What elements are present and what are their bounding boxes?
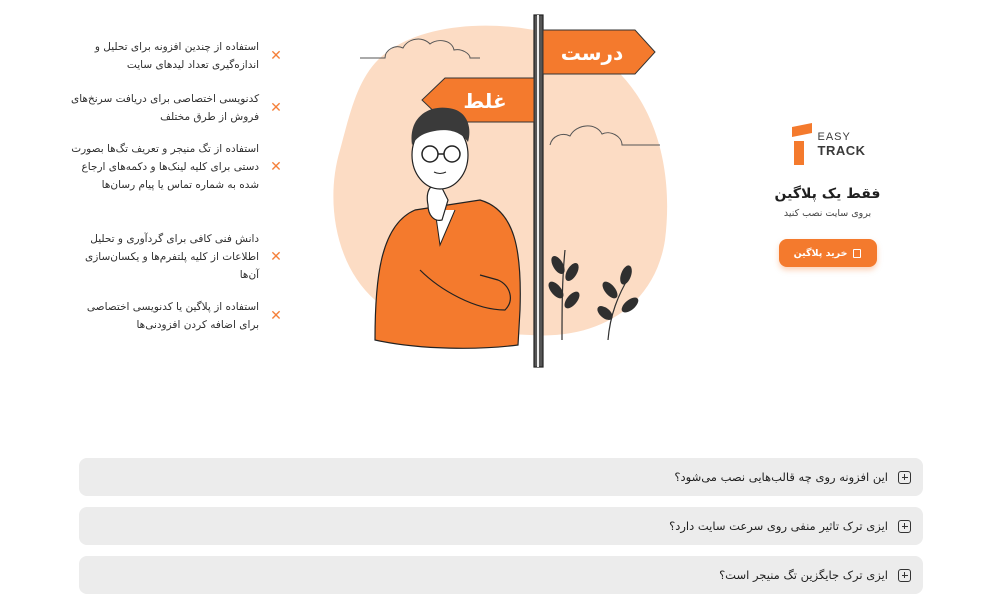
faq-item[interactable] [79, 458, 923, 496]
shopping-bag-icon [853, 249, 861, 258]
x-icon: ✕ [270, 249, 282, 265]
wrong-item [70, 90, 285, 126]
x-icon: ✕ [270, 159, 282, 175]
wrong-item [70, 298, 285, 334]
faq-question: ایزی ترک تاثیر منفی روی سرعت سایت دارد؟ [669, 519, 888, 533]
promo-title: فقط یک پلاگین [774, 186, 881, 202]
sign-right-label: درست [560, 41, 624, 65]
wrong-item-text: استفاده از چندین افزونه برای تحلیل و اندازه‌گیری تعداد لیدهای سایت [94, 41, 260, 71]
x-icon: ✕ [270, 48, 282, 64]
logo-easy-text: EASY [817, 130, 851, 143]
easytrack-logo [770, 118, 885, 170]
wrong-item-text: کدنویسی اختصاصی برای دریافت سرنخ‌های فروش از طرق مختلف [71, 93, 260, 123]
faq-item[interactable] [79, 556, 923, 594]
promo-card [770, 118, 885, 267]
wrong-item [70, 140, 285, 194]
faq-question: این افزونه روی چه قالب‌هایی نصب می‌شود؟ [674, 470, 888, 484]
wrong-item [70, 230, 285, 284]
plus-icon [898, 471, 911, 484]
faq-question: ایزی ترک جایگزین تگ منیجر است؟ [719, 568, 888, 582]
buy-plugin-label: خرید پلاگین [793, 247, 848, 259]
x-icon: ✕ [270, 308, 282, 324]
logo-track-text: TRACK [817, 142, 866, 158]
plus-icon [898, 569, 911, 582]
wrong-item [70, 38, 285, 74]
wrong-item-text: استفاده از پلاگین یا کدنویسی اختصاصی برای اضافه کردن افزودنی‌ها [86, 301, 260, 331]
logo-mark-icon [790, 121, 816, 167]
buy-plugin-button[interactable] [779, 239, 877, 267]
wrong-item-text: دانش فنی کافی برای گردآوری و تحلیل اطلاعات از کلیه پلتفرم‌ها و یکسان‌سازی آن‌ها [84, 233, 260, 281]
promo-subtitle: بروی سایت نصب کنید [783, 208, 872, 219]
sign-left-label: غلط [463, 89, 507, 113]
confused-man-illustration [330, 10, 670, 370]
faq-item[interactable] [79, 507, 923, 545]
x-icon: ✕ [270, 100, 282, 116]
plus-icon [898, 520, 911, 533]
wrong-item-text: استفاده از تگ منیجر و تعریف تگ‌ها بصورت دستی برای کلیه لینک‌ها و دکمه‌های ارجاع شده به شماره تماس یا پیام رسان‌ها [71, 143, 260, 191]
